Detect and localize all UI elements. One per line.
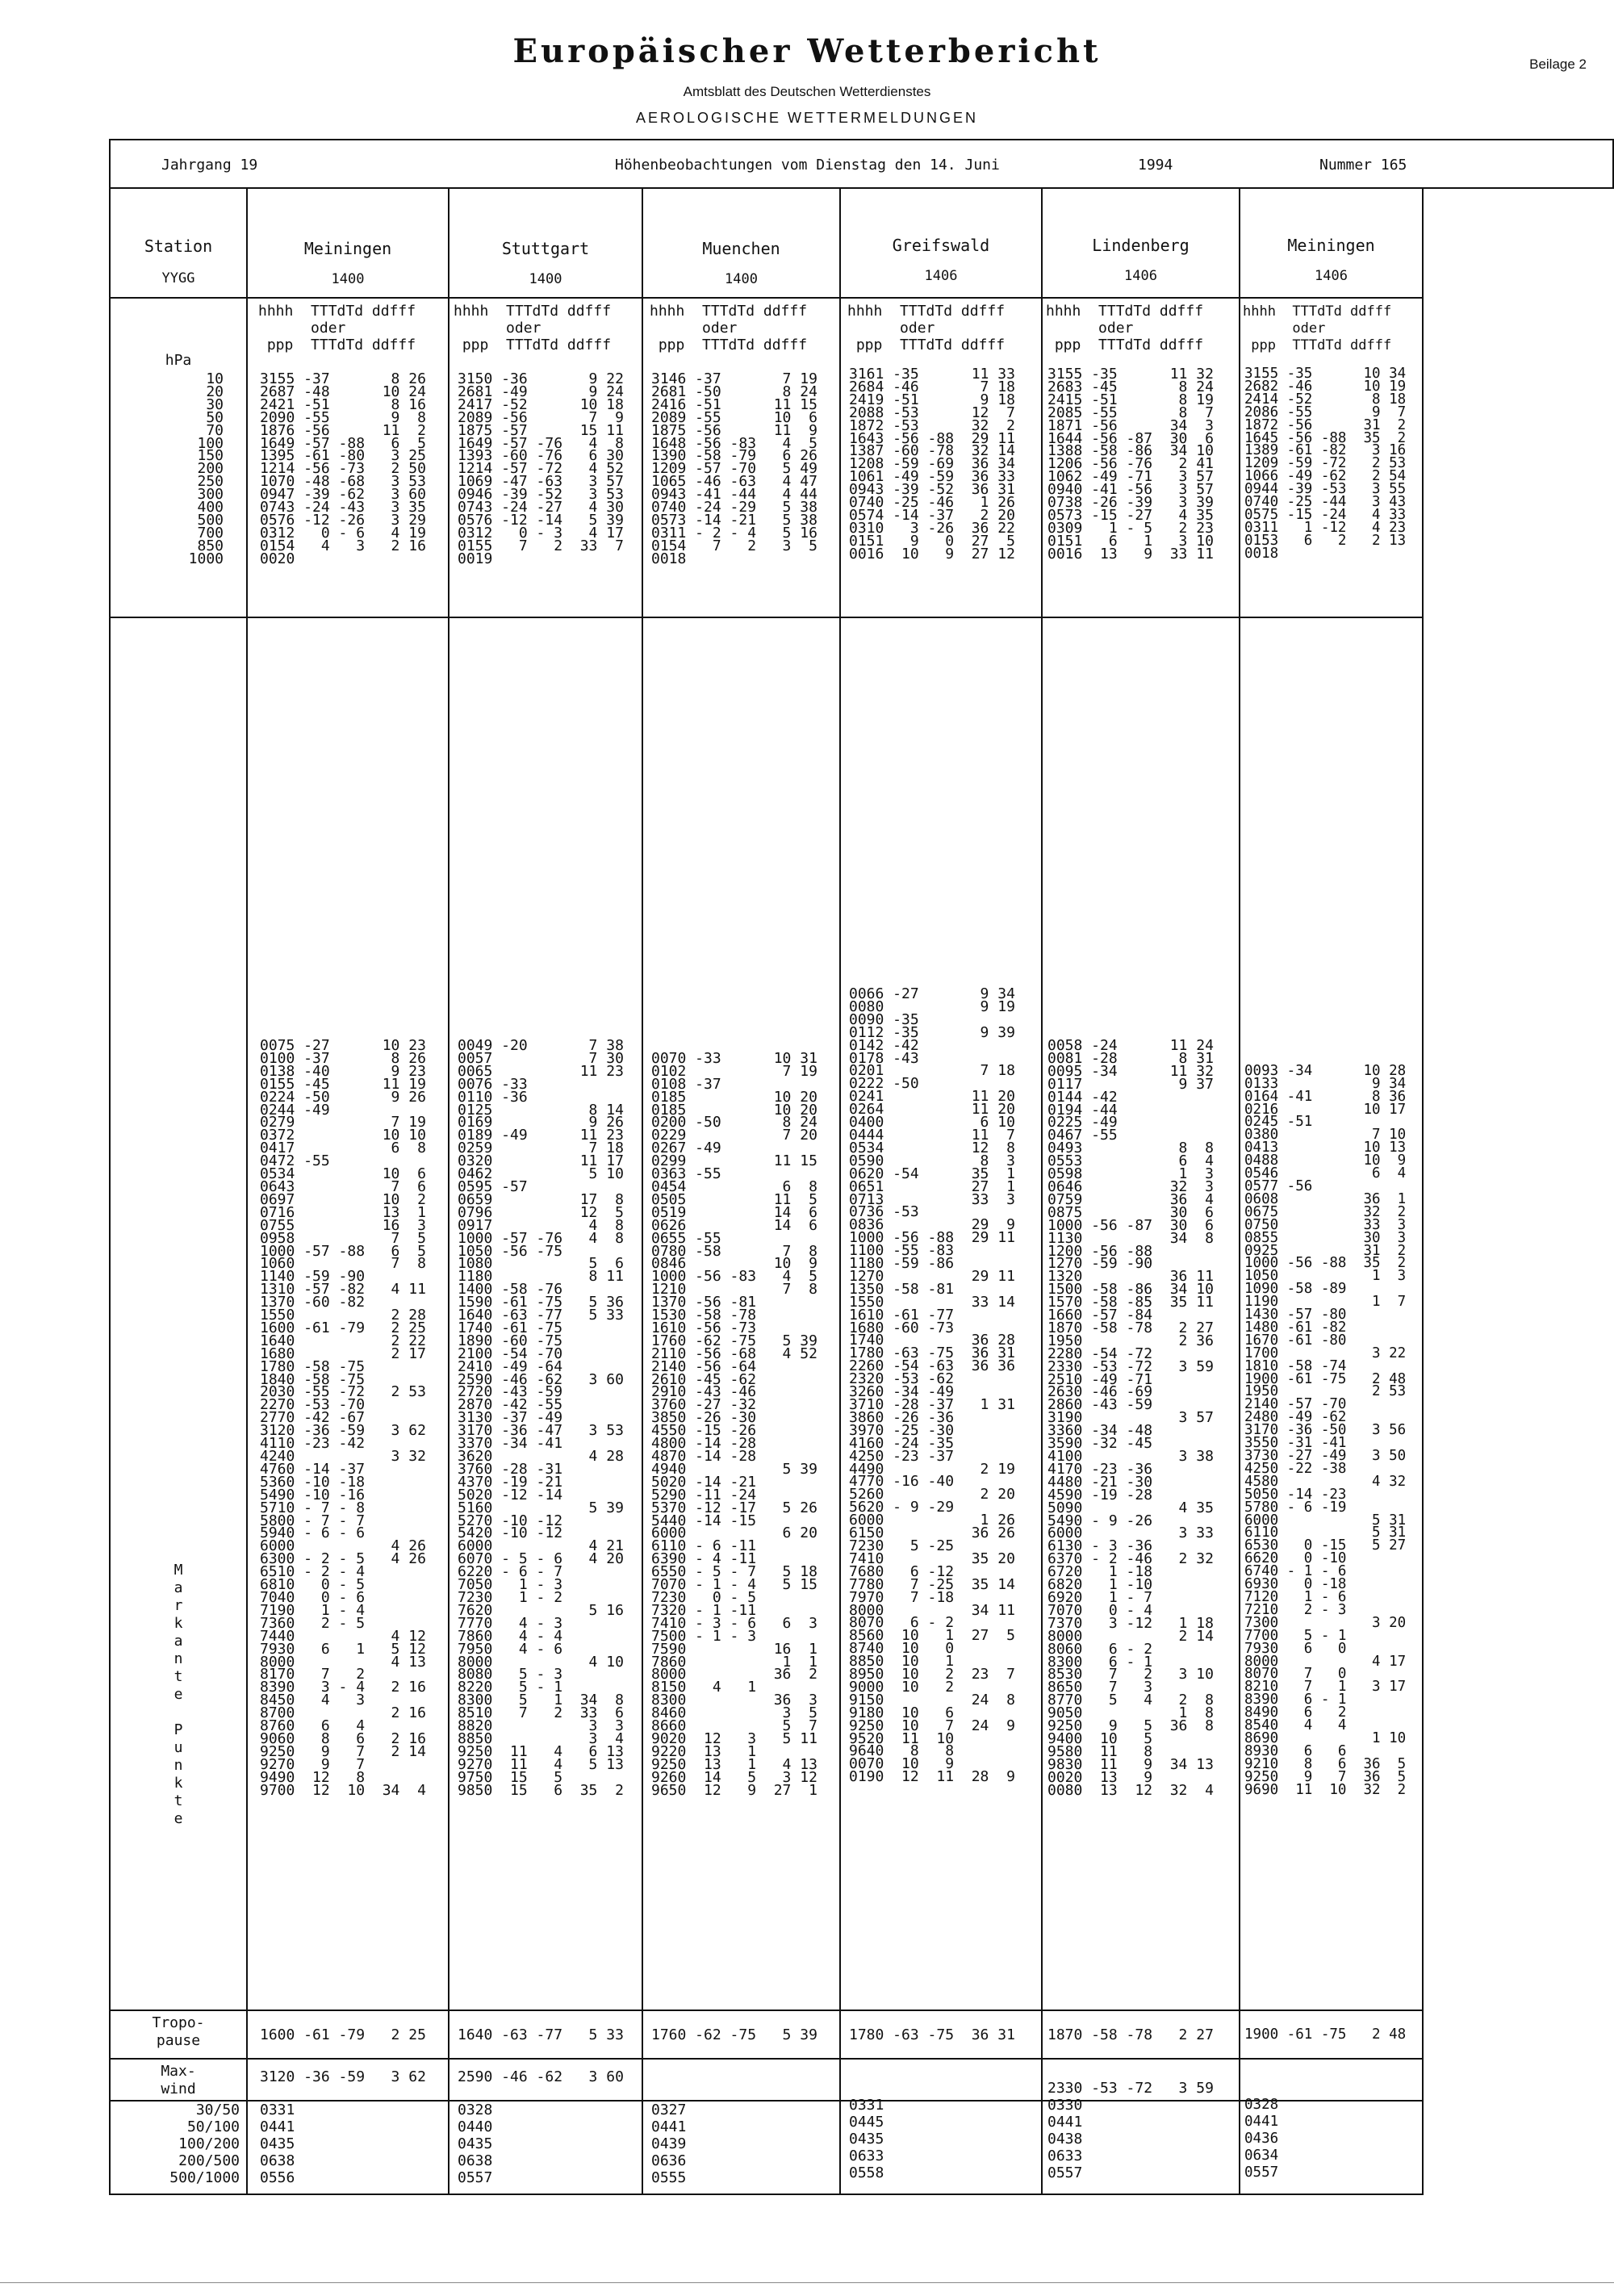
- markante-punkte-data: 0093 -34 10 28 0133 9 34 0164 -41 8 36 0216 10 17 0245 -51 0380 7 10 0413 10 13 0488 10 9 0546 6 4 0577 -56 0608 36 1 0675 32 2 0750 33 3 0855 30 3 0925 31 2 1000 -56 -88 35 2 1050 1 3 1090 -58 -89 1190 1 7 1430 -57 -80 1480 -61 -82 1670 -61 -80 1700 3 22 1810 -58 -74 1900 -61 -75 2 48 1950 2 53 2140 -57 -70 2480 -49 -62 3170 -36 -50 3 56 3550 -31 -41 3730 -27 -49 3 50 4250 -22 -38 4580 4 32 5050 -14 -23 5780 - 6 -19 6000 5 31 6110 5 31 6530 0 -15 5 27 6620 0 -10 6740 - 1 - 6 6930 0 -18 7120 1 - 6 7210 2 - 3 7300 3 20 7700 5 - 1 7930 6 0 8000 4 17 8070 7 0 8210 7 1 3 17 8390 6 - 1 8490 6 2 8540 4 4 8690 1 10 8930 6 6 9210 8 6 36 5 9250 9 7 36 5 9690 11 10 32 2: [1244, 1062, 1407, 1798]
- column-header-line3: ppp TTTdTd ddfff: [1046, 337, 1204, 353]
- jahrgang-label: Jahrgang 19: [161, 157, 258, 174]
- maxwind-label: Max- wind: [161, 2063, 196, 2097]
- wind-shear-labels: 30/50 50/100 100/200 200/500 500/1000: [169, 2102, 240, 2186]
- wind-shear-data: 0331 0445 0435 0633 0558: [849, 2097, 884, 2181]
- tropopause-data: 1780 -63 -75 36 31: [849, 2026, 1015, 2043]
- column-header-line2: oder: [847, 320, 935, 337]
- station-name: Stuttgart: [501, 239, 590, 258]
- standard-level-data: 3161 -35 11 33 2684 -46 7 18 2419 -51 9 18 2088 -53 12 7 1872 -53 32 2 1643 -56 -88 29 11 1387 -60 -78 32 14 1208 -59 -69 36 34 1061 -49 -59 36 33 0943 -39 -52 36 31 0740 -25 -46 1 26 0574 -14 -37 2 20 0310 3 -26 36 22 0151 9 0 27 5 0016 10 9 27 12: [849, 366, 1015, 562]
- station-header-rule: [109, 297, 1424, 299]
- column-header-line3: ppp TTTdTd ddfff: [1243, 337, 1392, 353]
- tropopause-data: 1760 -62 -75 5 39: [651, 2026, 817, 2043]
- station-name: Lindenberg: [1092, 236, 1190, 255]
- page-title: Europäischer Wetterbericht: [512, 32, 1102, 70]
- col-divider-3: [839, 187, 841, 2195]
- report-date: Höhenbeobachtungen vom Dienstag den 14. Juni: [615, 157, 1000, 174]
- tropopause-data: 1640 -63 -77 5 33: [458, 2026, 624, 2043]
- column-header-line2: oder: [1243, 320, 1326, 337]
- page-subtitle: Amtsblatt des Deutschen Wetterdienstes: [683, 84, 931, 99]
- column-header-line3: ppp TTTdTd ddfff: [847, 337, 1006, 353]
- column-header-line3: ppp TTTdTd ddfff: [650, 337, 808, 353]
- markante-punkte-data: 0075 -27 10 23 0100 -37 8 26 0138 -40 9 23 0155 -45 11 19 0224 -50 9 26 0244 -49 0279 7 19 0372 10 10 0417 6 8 0472 -55 0534 10 6 0643 7 6 0697 10 2 0716 13 1 0755 16 3 0958 7 5 1000 -57 -88 6 5 1060 7 8 1140 -59 -90 1310 -57 -82 4 11 1370 -60 -82 1550 2 28 1600 -61 -79 2 25 1640 2 22 1680 2 17 1780 -58 -75 1840 -58 -75 2030 -55 -72 2 53 2270 -53 -70 2770 -42 -67 3120 -36 -59 3 62 4110 -23 -42 4240 3 32 4760 -14 -37 5360 -10 -18 5490 -10 -16 5710 - 7 - 8 5800 - 7 - 7 5940 - 6 - 6 6000 4 26 6300 - 2 - 5 4 26 6510 - 2 - 4 6810 0 - 5 7040 0 - 6 7190 1 - 4 7360 2 - 5 7440 4 12 7930 6 1 5 12 8000 4 13 8170 7 2 8390 3 - 4 2 16 8450 4 3 8700 2 16 8760 6 4 9060 8 6 2 16 9250 9 7 2 14 9270 9 7 9490 12 8 9700 12 10 34 4: [260, 1037, 426, 1799]
- wind-shear-data: 0328 0440 0435 0638 0557: [458, 2102, 493, 2186]
- col-divider-4: [1041, 187, 1043, 2195]
- col-divider-6: [1422, 187, 1424, 2195]
- column-header-line3: ppp TTTdTd ddfff: [258, 337, 416, 353]
- column-header-line1: hhhh TTTdTd ddfff: [1046, 303, 1204, 320]
- station-name: Greifswald: [892, 236, 990, 255]
- markante-punkte-data: 0058 -24 11 24 0081 -28 8 31 0095 -34 11 32 0117 9 37 0144 -42 0194 -44 0225 -49 0467 -55 0493 8 8 0553 6 4 0598 1 3 0646 32 3 0759 36 4 0875 30 6 1000 -56 -87 30 6 1130 34 8 1200 -56 -88 1270 -59 -90 1320 36 11 1500 -58 -86 34 10 1570 -58 -85 35 11 1660 -57 -84 1870 -58 -78 2 27 1950 2 36 2280 -54 -72 2330 -53 -72 3 59 2510 -49 -71 2630 -46 -69 2860 -43 -59 3190 3 57 3360 -34 -48 3590 -32 -45 4100 3 38 4170 -23 -36 4480 -21 -30 4590 -19 -28 5090 4 35 5490 - 9 -26 6000 3 33 6130 - 3 -36 6370 - 2 -46 2 32 6720 1 -18 6820 1 -10 6920 1 - 7 7070 0 - 4 7370 3 -12 1 18 8000 2 14 8060 6 - 2 8300 6 - 1 8530 7 2 3 10 8650 7 3 8770 5 4 2 8 9050 1 8 9250 9 5 36 8 9400 10 5 9580 11 8 9830 11 9 34 13 0020 13 9 0080 13 12 32 4: [1047, 1037, 1214, 1799]
- station-name: Meiningen: [303, 239, 392, 258]
- standard-level-data: 3155 -35 10 34 2682 -46 10 19 2414 -52 8 18 2086 -55 9 7 1872 -56 31 2 1645 -56 -88 35 2 1389 -61 -82 3 16 1209 -59 -72 2 53 1066 -49 -62 2 54 0944 -39 -53 3 55 0740 -25 -44 3 43 0575 -15 -24 4 33 0311 1 -12 4 23 0153 6 2 2 13 0018: [1244, 366, 1407, 562]
- wind-shear-data: 0331 0441 0435 0638 0556: [260, 2102, 295, 2186]
- column-header-line2: oder: [1046, 320, 1134, 337]
- standard-level-data: 3155 -35 11 32 2683 -45 8 24 2415 -51 8 19 2085 -55 8 7 1871 -56 34 3 1644 -56 -87 30 6 1388 -58 -86 34 10 1206 -56 -76 2 41 1062 -49 -71 3 57 0940 -41 -56 3 57 0738 -26 -39 3 39 0573 -15 -27 4 35 0309 1 - 5 2 23 0151 6 1 3 10 0016 13 9 33 11: [1047, 366, 1214, 562]
- beilage-label: Beilage 2: [1529, 56, 1587, 72]
- markante-punkte-label: M a r k a n t e P u n k t e: [174, 1562, 183, 1827]
- standard-levels-bottom-rule: [109, 617, 1424, 618]
- tropopause-data: 1600 -61 -79 2 25: [260, 2026, 426, 2043]
- col-divider-5: [1239, 187, 1240, 2195]
- column-header-line2: oder: [258, 320, 346, 337]
- wind-shear-data: 0330 0441 0438 0633 0557: [1047, 2097, 1083, 2181]
- tropopause-data: 1900 -61 -75 2 48: [1244, 2026, 1407, 2043]
- info-bar-bottom-rule: [109, 187, 1614, 189]
- pressure-levels: 10 20 30 50 70 100 150 200 250 300 400 500 700 850 1000: [188, 370, 224, 567]
- tropopause-label: Tropo- pause: [152, 2014, 205, 2049]
- maxwind-data: 3120 -36 -59 3 62: [260, 2068, 426, 2085]
- col-divider-2: [642, 187, 643, 2195]
- column-header-line3: ppp TTTdTd ddfff: [454, 337, 612, 353]
- column-header-line1: hhhh TTTdTd ddfff: [454, 303, 612, 320]
- maxwind-bottom-rule: [109, 2100, 1424, 2102]
- column-header-line1: hhhh TTTdTd ddfff: [258, 303, 416, 320]
- column-header-line1: hhhh TTTdTd ddfff: [1243, 303, 1392, 320]
- station-label: Station: [144, 236, 213, 256]
- station-yygg: 1406: [924, 268, 958, 284]
- wind-shear-data: 0328 0441 0436 0634 0557: [1244, 2097, 1279, 2181]
- tropopause-bottom-rule: [109, 2058, 1424, 2060]
- column-header-line1: hhhh TTTdTd ddfff: [847, 303, 1006, 320]
- col-divider-1: [448, 187, 449, 2195]
- info-bar-left-edge: [109, 139, 111, 189]
- station-yygg: 1406: [1315, 268, 1348, 284]
- standard-level-data: 3155 -37 8 26 2687 -48 10 24 2421 -51 8 16 2090 -55 9 8 1876 -56 11 2 1649 -57 -88 6 5 1395 -61 -80 3 25 1214 -56 -73 2 50 1070 -48 -68 3 53 0947 -39 -62 3 60 0743 -24 -43 3 35 0576 -12 -26 3 29 0312 0 - 6 4 19 0154 4 3 2 16 0020: [260, 370, 426, 567]
- station-name: Meiningen: [1287, 236, 1375, 255]
- column-header-line2: oder: [454, 320, 541, 337]
- standard-level-data: 3146 -37 7 19 2681 -50 8 24 2416 -51 11 15 2089 -55 10 6 1875 -56 11 9 1648 -56 -83 4 5 1390 -58 -79 6 26 1209 -57 -70 5 49 1065 -46 -63 4 47 0943 -41 -44 4 44 0740 -24 -29 5 38 0573 -14 -21 5 38 0311 - 2 - 4 5 16 0154 7 2 3 5 0018: [651, 370, 817, 567]
- markante-punkte-data: 0049 -20 7 38 0057 7 30 0065 11 23 0076 -33 0110 -36 0125 8 14 0169 9 26 0189 -49 11 23 0259 7 18 0320 11 17 0462 5 10 0595 -57 0659 17 8 0796 12 5 0917 4 8 1000 -57 -76 4 8 1050 -56 -75 1080 5 6 1180 8 11 1400 -58 -76 1590 -61 -75 5 36 1640 -63 -77 5 33 1740 -61 -75 1890 -60 -75 2100 -54 -70 2410 -49 -64 2590 -46 -62 3 60 2720 -43 -59 2870 -42 -55 3130 -37 -49 3170 -36 -47 3 53 3370 -34 -41 3620 4 28 3760 -28 -31 4370 -19 -21 5020 -12 -14 5160 5 39 5270 -10 -12 5420 -10 -12 6000 4 21 6070 - 5 - 6 4 20 6220 - 6 - 7 7050 1 - 3 7230 1 - 2 7620 5 16 7770 4 - 3 7860 4 - 4 7950 4 - 6 8000 4 10 8080 5 - 3 8220 5 - 1 8300 5 1 34 8 8510 7 2 33 6 8820 3 3 8850 3 4 9250 11 4 6 13 9270 11 4 5 13 9750 15 5 9850 15 6 35 2: [458, 1037, 624, 1799]
- station-yygg: 1400: [725, 271, 758, 287]
- station-yygg: 1400: [529, 271, 562, 287]
- page-bottom-rule: [0, 2282, 1614, 2283]
- wind-shear-data: 0327 0441 0439 0636 0555: [651, 2102, 687, 2186]
- markante-punkte-data: 0066 -27 9 34 0080 9 19 0090 -35 0112 -35 9 39 0142 -42 0178 -43 0201 7 18 0222 -50 0241 11 20 0264 11 20 0400 6 10 0444 11 7 0534 12 8 0590 8 3 0620 -54 35 1 0651 27 1 0713 33 3 0736 -53 0836 29 9 1000 -56 -88 29 11 1100 -55 -83 1180 -59 -86 1270 29 11 1350 -58 -81 1550 33 14 1610 -61 -77 1680 -60 -73 1740 36 28 1780 -63 -75 36 31 2260 -54 -63 36 36 2320 -53 -62 3260 -34 -49 3710 -28 -37 1 31 3860 -26 -36 3970 -25 -30 4160 -24 -35 4250 -23 -37 4490 2 19 4770 -16 -40 5260 2 20 5620 - 9 -29 6000 1 26 6150 36 26 7230 5 -25 7410 35 20 7680 6 -12 7780 7 -25 35 14 7970 7 -18 8000 34 11 8070 6 - 2 8560 10 1 27 5 8740 10 0 8850 10 1 8950 10 2 23 7 9000 10 2 9150 24 8 9180 10 6 9250 10 7 24 9 9520 11 10 9640 8 8 0070 10 9 0190 12 11 28 9: [849, 985, 1015, 1786]
- hpa-label: hPa: [165, 352, 192, 369]
- station-yygg: 1406: [1124, 268, 1157, 284]
- report-year: 1994: [1138, 157, 1173, 174]
- section-title: AEROLOGISCHE WETTERMELDUNGEN: [635, 110, 979, 126]
- col-divider-0: [246, 187, 248, 2195]
- top-rule: [109, 139, 1614, 140]
- column-header-line1: hhhh TTTdTd ddfff: [650, 303, 808, 320]
- maxwind-data: 2590 -46 -62 3 60: [458, 2068, 624, 2085]
- column-header-line2: oder: [650, 320, 738, 337]
- markante-punkte-data: 0070 -33 10 31 0102 7 19 0108 -37 0185 10 20 0185 10 20 0200 -50 8 24 0229 7 20 0267 -49 0299 11 15 0363 -55 0454 6 8 0505 11 5 0519 14 6 0626 14 6 0655 -55 0780 -58 7 8 0846 10 9 1000 -56 -83 4 5 1210 7 8 1370 -56 -81 1530 -58 -78 1610 -56 -73 1760 -62 -75 5 39 2110 -56 -68 4 52 2140 -56 -64 2610 -45 -62 2910 -43 -46 3760 -27 -32 3850 -26 -30 4550 -15 -26 4800 -14 -28 4870 -14 -28 4940 5 39 5020 -14 -21 5290 -11 -24 5370 -12 -17 5 26 5440 -14 -15 6000 6 20 6110 - 6 -11 6390 - 4 -11 6550 - 5 - 7 5 18 7070 - 1 - 4 5 15 7230 0 - 5 7320 - 1 -11 7410 - 3 - 6 6 3 7500 - 1 - 3 7590 16 1 7860 1 1 8000 36 2 8150 4 1 8300 36 3 8460 3 5 8660 5 7 9020 12 3 5 11 9220 13 1 9250 13 1 4 13 9260 14 5 3 12 9650 12 9 27 1: [651, 1049, 817, 1799]
- maxwind-data: 2330 -53 -72 3 59: [1047, 2080, 1214, 2097]
- tropopause-data: 1870 -58 -78 2 27: [1047, 2026, 1214, 2043]
- issue-number: Nummer 165: [1319, 157, 1407, 174]
- markante-bottom-rule: [109, 2010, 1424, 2011]
- station-name: Muenchen: [702, 239, 780, 258]
- standard-level-data: 3150 -36 9 22 2681 -49 9 24 2417 -52 10 18 2089 -56 7 9 1875 -57 15 11 1649 -57 -76 4 8 1393 -60 -76 6 30 1214 -57 -72 4 52 1069 -47 -63 3 57 0946 -39 -52 3 53 0743 -24 -27 4 30 0576 -12 -14 5 39 0312 0 - 3 4 17 0155 7 2 33 7 0019: [458, 370, 624, 567]
- station-yygg: 1400: [331, 271, 365, 287]
- yygg-label: YYGG: [161, 270, 195, 286]
- table-bottom-rule: [109, 2194, 1424, 2195]
